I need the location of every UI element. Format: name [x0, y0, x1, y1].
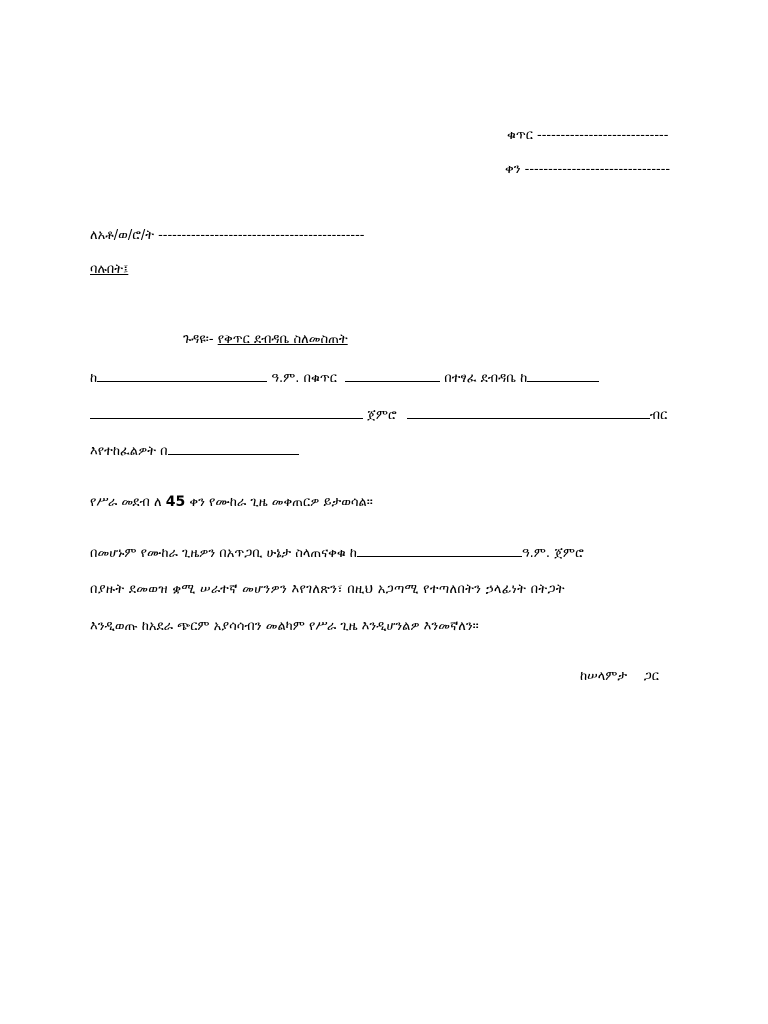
- blank-start-date: [97, 369, 267, 382]
- body-paragraph-3-line-2: [90, 582, 565, 598]
- body-text: ከ: [90, 371, 98, 386]
- reference-number-label: ቁጥር ----------------------------: [507, 128, 669, 143]
- blank-position: [90, 406, 363, 419]
- subject-text: የቅጥር ደብዳቤ ስለመስጠት: [217, 332, 348, 347]
- body-text: በመሆኑም የሙከራ ጊዜዎን በአጥጋቢ ሁኔታ ስላጠናቀቁ ከ: [90, 546, 357, 561]
- body-text: ብር: [649, 408, 668, 423]
- body-text: ዓ.ም. በቁጥር: [271, 371, 337, 386]
- body-text: በያዙት ደመወዝ ቋሚ ሠራተኛ መሆንዎን እየገለጽን፣ በዚህ አጋጣሚ የተጣለበትን ኃላፊነት በትጋት: [90, 582, 565, 597]
- body-text: ዓ.ም. ጀምሮ: [521, 546, 584, 561]
- subject-label: ጉዳዩ፡-: [183, 332, 214, 347]
- addressee-label: ለአቶ/ወ/ሮ/ት --------------------------------------------: [90, 228, 365, 243]
- body-text: እንዲወጡ ከአደራ ጭርም አያሳሳብን መልካም የሥራ ጊዜ እንዲሆንልዎ እንመኛለን።: [90, 619, 479, 634]
- date-line: [505, 162, 670, 178]
- blank-salary: [407, 406, 650, 419]
- blank-permanent-date: [357, 544, 522, 557]
- probation-days: 45: [165, 494, 186, 510]
- body-text: ጀምሮ: [367, 408, 397, 423]
- body-line-1: [90, 369, 599, 387]
- body-paragraph-2: [90, 494, 373, 511]
- closing-line: [580, 669, 659, 685]
- blank-letter-number: [345, 369, 440, 382]
- body-text: ቀን የሙከራ ጊዜ መቀጠርዎ ይታወሳል።: [189, 495, 373, 510]
- body-text: የሥራ መደብ ለ: [90, 495, 162, 510]
- subject-line: [183, 332, 348, 348]
- body-text: እየተከፈልዎት በ: [90, 444, 168, 459]
- closing-text: ከሠላምታ ጋር: [580, 669, 659, 684]
- blank-job-title: [168, 442, 299, 455]
- reference-number-line: [507, 128, 668, 144]
- body-text: በተፃፈ ደብዳቤ ከ: [444, 371, 528, 386]
- date-label: ቀን -------------------------------: [505, 162, 671, 177]
- addressee-location-text: ባሉበት፤: [90, 262, 129, 277]
- body-line-3: [90, 442, 299, 460]
- addressee-line: [90, 228, 365, 244]
- blank-letter-date: [527, 369, 599, 382]
- body-line-2: [90, 406, 667, 424]
- addressee-location: [90, 262, 128, 278]
- body-paragraph-3-line-3: [90, 619, 479, 635]
- body-paragraph-3-line-1: [90, 544, 584, 562]
